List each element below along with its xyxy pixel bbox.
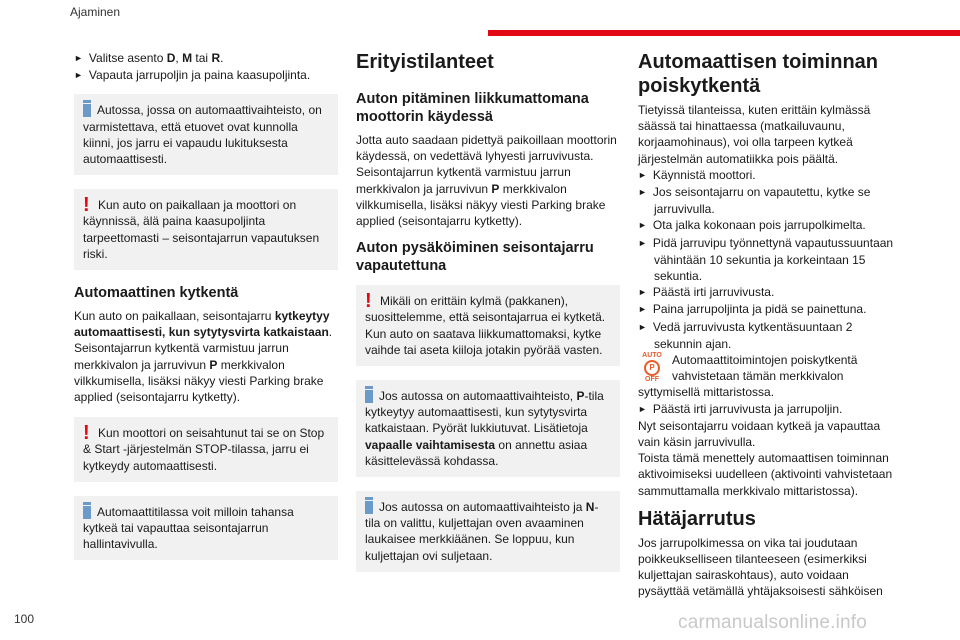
step-1: ► Käynnistä moottori. <box>638 167 756 182</box>
paragraph-after-2: Toista tämä menettely automaattisen toiminnan aktivoimiseksi uudelleen (aktivointi vahvistetaan sammuttamalla merkkivalo mittaristossa). <box>638 451 893 498</box>
warning-icon: ! <box>83 194 90 217</box>
step-3: ► Ota jalka kokonaan pois jarrupolkimelta. <box>638 218 866 233</box>
bullet-select-gear: ► Valitse asento D, M tai R. <box>74 51 224 65</box>
step-7: ► Vedä jarruvivusta kytkentäsuuntaan 2 sekunnin ajan. <box>638 319 853 351</box>
warning-box-stop-start: ! Kun moottori on seisahtunut tai se on Stop & Start -järjestelmän STOP-tilassa, jarru ei kytkeydy automaattisesti. <box>74 417 338 482</box>
warning-box-cold: ! Mikäli on erittäin kylmä (pakkanen), suosittelemme, että seisontajarrua ei kytketä. Kun auto on saatava liikkumattomaksi, kytke vaihde tai aseta kiiloja jotakin pyörää vasten. <box>356 285 620 366</box>
triangle-bullet-icon: ► <box>74 53 83 63</box>
triangle-bullet-icon: ► <box>638 287 647 298</box>
page-number: 100 <box>14 612 35 626</box>
step-5: ► Päästä irti jarruvivusta. <box>638 285 775 300</box>
warning-icon: ! <box>83 422 90 445</box>
triangle-bullet-icon: ► <box>638 237 647 248</box>
warning-box-accelerator: ! Kun auto on paikallaan ja moottori on käynnissä, älä paina kaasupoljinta tarpeettomasti – seisontajarrun vapautuksen riski. <box>74 189 338 270</box>
heading-hold-stationary: Auton pitäminen liikkumattomana moottorin käydessä <box>356 91 589 125</box>
triangle-bullet-icon: ► <box>74 70 83 81</box>
paragraph-after-1: Nyt seisontajarru voidaan kytkeä ja vapauttaa vain käsin jarruvivulla. <box>638 418 881 450</box>
column-1 <box>74 50 338 560</box>
section-header: Ajaminen <box>70 5 121 19</box>
step-6: ► Paina jarrupoljinta ja pidä se painettuna. <box>638 302 867 317</box>
info-box-automatic-mode: Automaattitilassa voit milloin tahansa kytkeä tai vapauttaa seisontajarrun hallintavivulla. <box>74 496 338 561</box>
title-emergency-braking: Hätäjarrutus <box>638 507 756 530</box>
paragraph-emergency: Jos jarrupolkimessa on vika tai joudutaan poikkeukselliseen tilanteeseen (esimerkiksi kuljettajan sairaskohtaus), auto voidaan pysäyttää vetämällä yhtäjaksoisesti sähköisen <box>638 535 883 599</box>
column-3 <box>638 50 902 600</box>
paragraph-automatic-engagement: Kun auto on paikallaan, seisontajarru kytkeytyy automaattisesti, kun sytytysvirta katkaistaan. Seisontajarrun kytkentä varmistuu jarrun merkkivalon ja jarruvivun P merkkivalon vilkkumisella, lisäksi näkyy viesti Parking brake applied (seisontajarru kytketty). <box>74 309 333 405</box>
info-icon <box>365 501 373 514</box>
heading-park-released: Auton pysäköiminen seisontajarru vapautettuna <box>356 240 594 275</box>
triangle-bullet-icon: ► <box>638 169 647 180</box>
auto-p-off-icon: AUTO P OFF <box>642 352 662 384</box>
triangle-bullet-icon: ► <box>638 220 647 231</box>
paragraph-hold-stationary: Jotta auto saadaan pidettyä paikoillaan moottorin käydessä, on vedettävä lyhyesti jarruvivusta. Seisontajarrun kytkentä varmistuu jarrun merkkivalon ja jarruvivun P merkkivalon vilkkumisella, lisäksi näkyy viesti Parking brake applied (seisontajarru kytketty). <box>356 133 617 229</box>
title-special-situations: Erityistilanteet <box>356 51 494 73</box>
info-icon <box>365 390 373 403</box>
info-icon <box>83 506 91 519</box>
step-8: ► Päästä irti jarruvivusta ja jarrupoljin. <box>638 401 843 416</box>
triangle-bullet-icon: ► <box>638 187 647 198</box>
info-box-auto-gearbox: Autossa, jossa on automaattivaihteisto, on varmistettava, että etuovet ovat kunnolla kiinni, jos jarru ei vapaudu lukituksesta automaattisesti. <box>74 94 338 175</box>
info-box-p-mode: Jos autossa on automaattivaihteisto, P-tila kytkeytyy automaattisesti, kun sytytysvirta katkaistaan. Pyörät lukkiutuvat. Lisätietoja vapaalle vaihtamisesta on annettu asiaa käsittelevässä kohdassa. <box>356 380 620 477</box>
header-accent-bar <box>488 30 960 36</box>
title-disable-automatic: Automaattisen toiminnan poiskytkentä <box>638 51 879 97</box>
info-icon <box>83 104 91 117</box>
bullet-release-brake: ► Vapauta jarrupoljin ja paina kaasupoljinta. <box>74 68 311 83</box>
warning-icon: ! <box>365 290 372 313</box>
info-box-n-mode: Jos autossa on automaattivaihteisto ja N-tila on valittu, kuljettajan oven avaaminen laukaisee merkkiäänen. Se loppuu, kun kuljettajan ovi suljetaan. <box>356 491 620 572</box>
paragraph-intro: Tietyissä tilanteissa, kuten erittäin kylmässä säässä tai hinattaessa (matkailuvaunu, korjaamohinaus), voi olla tarpeen kytkeä järjestelmän automatiikka pois päältä. <box>638 103 871 166</box>
triangle-bullet-icon: ► <box>638 403 647 414</box>
triangle-bullet-icon: ► <box>638 321 647 332</box>
triangle-bullet-icon: ► <box>638 304 647 315</box>
column-2 <box>356 50 620 572</box>
heading-automatic-engagement: Automaattinen kytkentä <box>74 285 239 302</box>
watermark: carmanualsonline.info <box>678 612 868 633</box>
step-2: ► Jos seisontajarru on vapautettu, kytke se jarruvivulla. <box>638 185 871 217</box>
auto-off-note: AUTO P OFF Automaattitoimintojen poiskytkentä vahvistetaan tämän merkkivalon syttymisellä mittaristossa. <box>638 352 858 400</box>
step-4: ► Pidä jarruvipu työnnettynä vapautussuuntaan vähintään 10 sekuntia ja korkeintaan 15 sekuntia. <box>638 235 894 284</box>
